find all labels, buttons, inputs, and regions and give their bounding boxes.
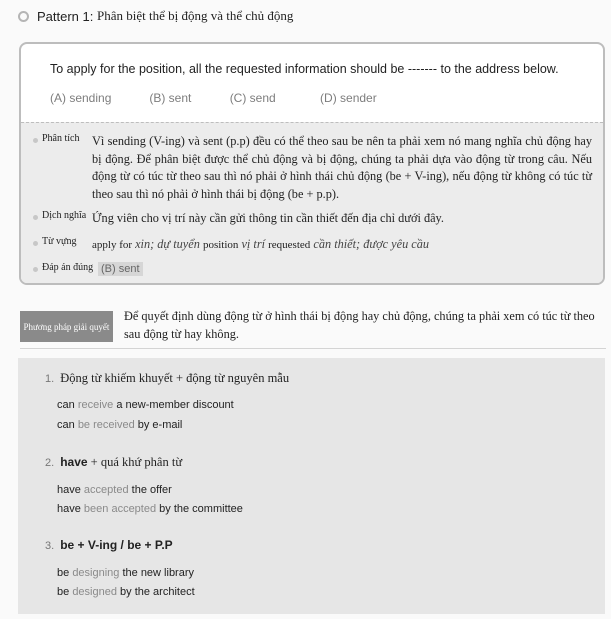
example-highlight: be received (77, 419, 135, 431)
example-line (57, 586, 195, 598)
example-pre: can (57, 419, 75, 431)
rule-number: 2. (45, 457, 55, 469)
divider (20, 348, 606, 349)
pattern-header (18, 8, 293, 24)
dot-icon (33, 215, 38, 220)
vocab-meaning: vị trí (241, 237, 266, 251)
explanation-panel (21, 122, 603, 283)
analysis-row (21, 133, 592, 203)
rule-heading (45, 455, 182, 470)
rule-heading (45, 538, 173, 553)
answer-options (50, 91, 377, 105)
example-pre: be (57, 586, 70, 598)
option-d[interactable]: (D) sender (320, 91, 377, 105)
vocab-list (92, 236, 429, 255)
option-b[interactable]: (B) sent (149, 91, 192, 105)
example-line (57, 399, 234, 411)
vocab-label: Từ vựng (42, 236, 77, 247)
vocab-meaning: cần thiết; được yêu cầu (313, 237, 430, 251)
answer-value: (B) sent (98, 262, 143, 276)
rule-number: 3. (45, 540, 55, 552)
rule-heading (45, 371, 289, 386)
vocab-row (21, 236, 429, 255)
translation-row (21, 210, 444, 228)
dot-icon (33, 267, 38, 272)
vocab-word: apply for (92, 239, 133, 251)
translation-text: Ứng viên cho vị trí này cần gửi thông tin cần thiết đến địa chỉ dưới đây. (92, 211, 444, 225)
example-post: the offer (131, 484, 172, 496)
example-pre: have (57, 484, 81, 496)
vocab-word: position (202, 239, 239, 251)
example-pre: can (57, 399, 75, 411)
answer-row (21, 262, 143, 276)
method-text: Để quyết định dùng động từ ở hình thái bị động hay chủ động, chúng ta phải xem có túc từ theo sau động từ hay không. (124, 309, 595, 341)
example-highlight: designed (72, 586, 117, 598)
analysis-label: Phân tích (42, 133, 80, 144)
example-post: a new-member discount (116, 399, 234, 411)
example-line (57, 567, 194, 579)
example-highlight: receive (77, 399, 114, 411)
translation-label: Dịch nghĩa (42, 210, 87, 221)
example-pre: be (57, 567, 70, 579)
example-line (57, 484, 172, 496)
example-post: by the committee (159, 503, 243, 515)
example-post: by e-mail (137, 419, 183, 431)
analysis-text: Vì sending (V-ing) và sent (p.p) đều có thể theo sau be nên ta phải xem nó mang nghĩa chủ động hay bị động. Để phân biệt được thể chủ động và bị động, chúng ta phải dựa vào động từ trong câu. Nếu động từ có túc từ theo sau thì nó phải ở hình thái chủ động (be + V-ing), nếu động từ không có túc từ theo sau thì nó phải ở hình thái bị động (be + p.p). (92, 134, 592, 201)
example-highlight: accepted (83, 484, 129, 496)
example-highlight: been accepted (83, 503, 157, 515)
method-section (20, 308, 606, 348)
pattern-label: Pattern 1: (37, 8, 94, 24)
rules-panel (18, 358, 605, 614)
rule-title: Động từ khiếm khuyết + động từ nguyên mẫu (60, 371, 290, 385)
option-c[interactable]: (C) send (229, 91, 276, 105)
dot-icon (33, 138, 38, 143)
answer-label: Đáp án đúng (42, 262, 94, 273)
question-text: To apply for the position, all the requested information should be ------- to the address below. (50, 62, 559, 76)
question-box (19, 42, 605, 285)
rule-number: 1. (45, 373, 55, 385)
rule-title-bold: have (60, 455, 88, 469)
example-highlight: designing (72, 567, 120, 579)
dot-icon (33, 241, 38, 246)
vocab-word: requested (268, 239, 311, 251)
example-pre: have (57, 503, 81, 515)
method-tag: Phương pháp giải quyết (20, 311, 113, 342)
option-a[interactable]: (A) sending (50, 91, 112, 105)
circle-bullet-icon (18, 11, 29, 22)
example-line (57, 419, 182, 431)
example-line (57, 503, 243, 515)
rule-title-bold: be + V-ing / be + P.P (60, 538, 173, 552)
rule-title: + quá khứ phân từ (90, 455, 183, 469)
example-post: by the architect (120, 586, 195, 598)
vocab-meaning: xin; dự tuyển (135, 237, 200, 251)
example-post: the new library (122, 567, 195, 579)
pattern-title: Phân biệt thể bị động và thể chủ động (97, 8, 294, 23)
